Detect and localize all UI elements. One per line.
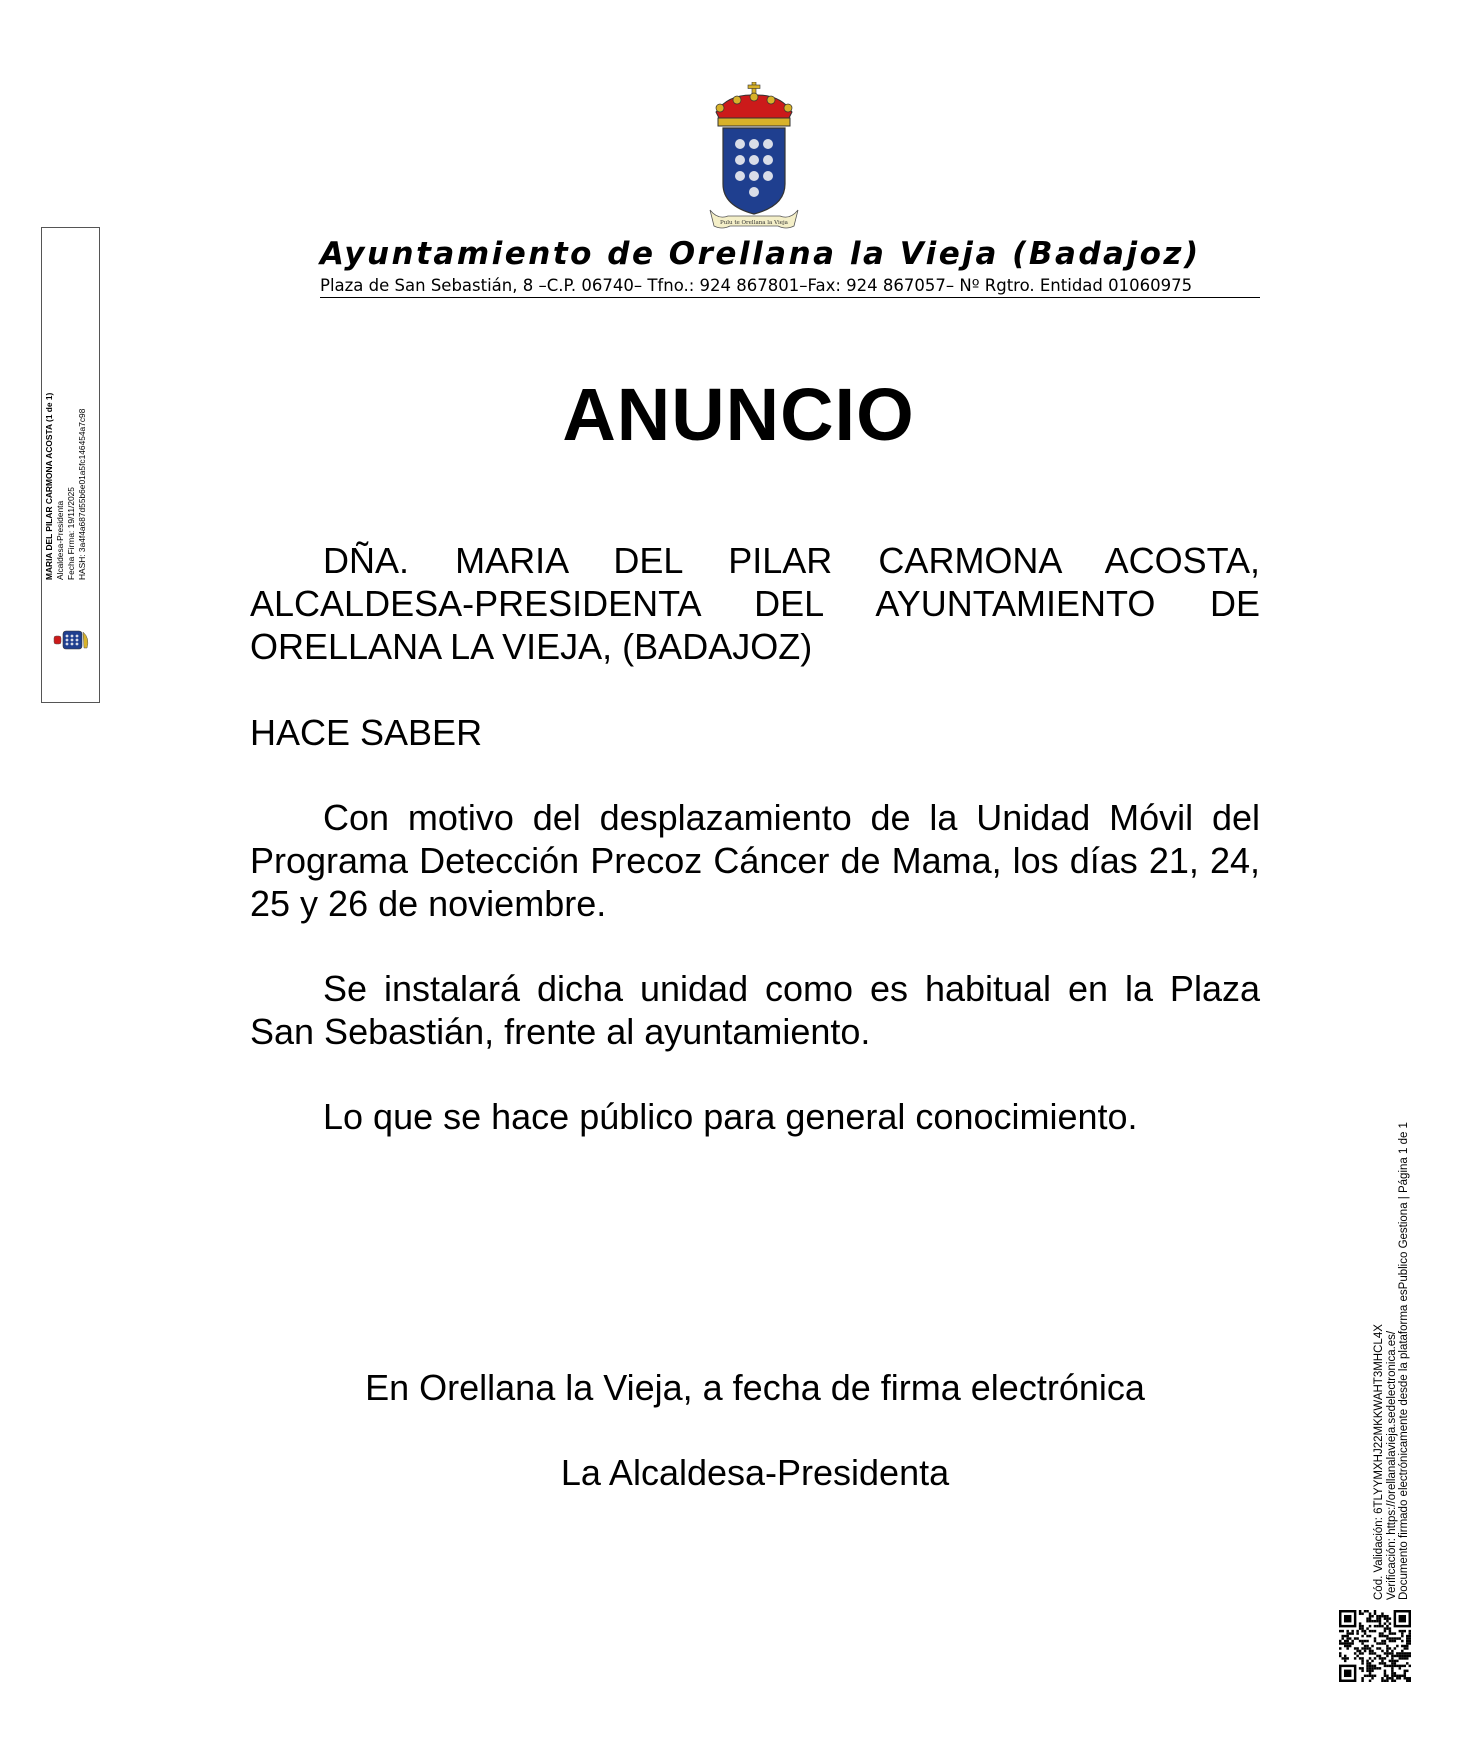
signer-role: La Alcaldesa-Presidenta [560,1452,950,1493]
validation-info [1373,1080,1411,1600]
verification-url[interactable]: Verificación: https://orellanalavieja.sedelectronica.es/ [1385,1330,1398,1600]
electronic-signature-stamp [41,227,100,703]
crest-motto-text: Pulu te Orellana la Vieja [720,220,788,226]
signature-stamp-text [44,350,88,580]
signature-hash: HASH: 3a4f4a687d55b6e01a5fc146454a7c98 [77,408,87,580]
hace-saber-heading: HACE SABER [250,712,483,753]
qr-code-icon [1339,1610,1411,1682]
signature-date: Fecha Firma: 19/11/2025 [66,487,76,580]
organization-address: Plaza de San Sebastián, 8 –C.P. 06740– Tfno.: 924 867801–Fax: 924 867057– Nº Rgtro. Entidad 01060975 [320,276,1260,298]
signature-platform-note: Documento firmado electrónicamente desde la plataforma esPublico Gestiona | Página 1 de 1 [1398,1122,1410,1600]
validation-code: Cód. Validación: 6TLYYMXHJ22MKKWAHT3MHCL4X [1373,1324,1385,1600]
announcement-location-paragraph: Se instalará dicha unidad como es habitual en la Plaza San Sebastián, frente al ayuntamiento. [250,968,1260,1052]
signature-signer: MARIA DEL PILAR CARMONA ACOSTA (1 de 1) [44,392,54,580]
announcement-issuer-paragraph: DÑA. MARIA DEL PILAR CARMONA ACOSTA, ALCALDESA-PRESIDENTA DEL AYUNTAMIENTO DE ORELLANA LA VIEJA, (BADAJOZ) [250,540,1260,667]
municipal-crest-logo [708,82,800,230]
announcement-motive-paragraph: Con motivo del desplazamiento de la Unidad Móvil del Programa Detección Precoz Cáncer de Mama, los días 21, 24, 25 y 26 de noviembre. [250,797,1260,924]
signature-crest-icon [52,626,92,654]
organization-name: Ayuntamiento de Orellana la Vieja (Badajoz) [320,236,1201,272]
signature-role: Alcaldesa-Presidenta [55,500,65,580]
place-and-date: En Orellana la Vieja, a fecha de firma electrónica [365,1367,1145,1408]
document-title: ANUNCIO [562,373,915,456]
announcement-closing-paragraph: Lo que se hace público para general conocimiento. [323,1096,1138,1137]
